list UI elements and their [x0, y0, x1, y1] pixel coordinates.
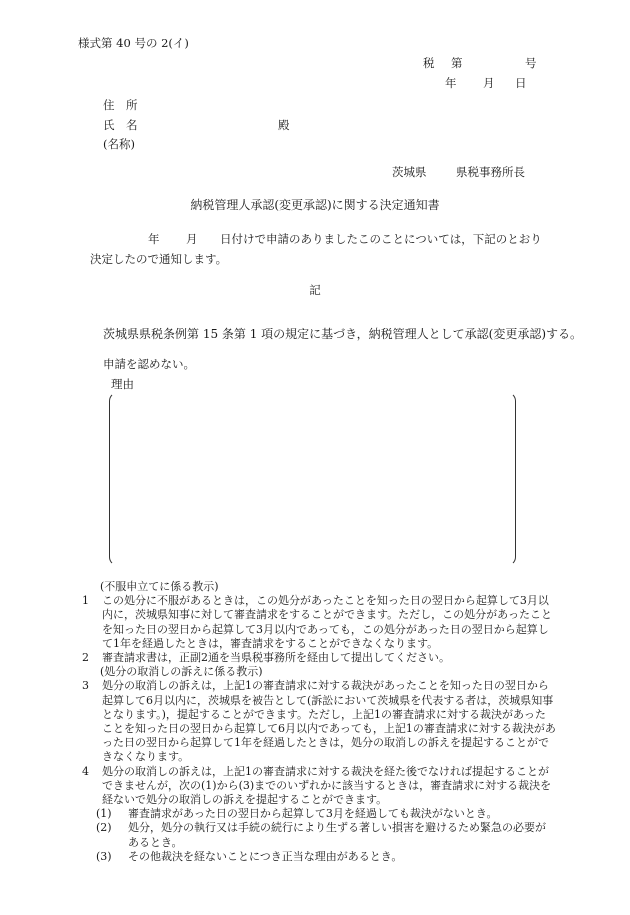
notice-sub-3-number: (3) — [96, 849, 112, 863]
intro-line-1 — [148, 232, 542, 247]
document-date — [445, 76, 527, 91]
notice-item-2-text: 審査請求書は，正副2通を当県税事務所を経由して提出してください。 — [102, 651, 450, 665]
document-title: 納税管理人承認(変更承認)に関する決定通知書 — [190, 198, 440, 212]
notices — [82, 580, 556, 864]
objection-heading: (不服申立てに係る教示) — [100, 580, 219, 593]
address-label: 住 所 — [103, 98, 138, 112]
date-day: 日 — [515, 76, 527, 90]
name-label: 氏 名 — [103, 118, 138, 132]
notice-item-4-text: 処分の取消しの訴えは，上記1の審査請求に対する裁決を経た後でなければ提起することができませんが，次の(1)から(3)までのいずれかに該当するときは，審査請求に対する裁決を経ないで処分の取消しの訴えを提起することができます。 — [102, 764, 552, 807]
form-number: 様式第 40 号の 2(イ) — [78, 36, 189, 50]
sender — [392, 165, 525, 180]
notice-item-3 — [82, 679, 556, 764]
notice-item-1-number: 1 — [82, 594, 89, 608]
approve-text: 茨城県県税条例第 15 条第 1 項の規定に基づき，納税管理人として承認(変更承認)する。 — [103, 327, 583, 341]
sender-office: 県税事務所長 — [456, 165, 525, 179]
document-number-zei: 税 — [423, 56, 435, 70]
notice-sub-2 — [86, 821, 556, 849]
revocation-heading: (処分の取消しの訴えに係る教示) — [100, 665, 263, 679]
sender-prefecture: 茨城県 — [392, 165, 427, 179]
notice-item-1-text: この処分に不服があるときは，この処分があったことを知った日の翌日から起算して3月以内に，茨城県知事に対して審査請求をすることができます。ただし，この処分があったことを知った日の翌日から起算して3月以内であっても，この処分があった日の翌日から起算して1年を経過したときは，審査請求をすることができなくなります。 — [102, 594, 553, 650]
intro-line-2: 決定したので通知します。 — [90, 252, 228, 266]
notice-item-2-number: 2 — [82, 651, 89, 665]
notice-sub-1-text: 審査請求があった日の翌日から起算して3月を経過しても裁決がないとき。 — [128, 807, 498, 821]
address-row — [103, 98, 145, 113]
honorific: 殿 — [278, 118, 290, 132]
name-row — [103, 118, 145, 133]
reason-label: 理由 — [111, 377, 134, 391]
notice-item-3-text: 処分の取消しの訴えは，上記1の審査請求に対する裁決があったことを知った日の翌日から起算して6月以内に，茨城県を被告として(訴訟において茨城県を代表する者は，茨城県知事となります。)，提起することができます。ただし，上記1の審査請求に対する裁決があったことを知った日の翌日から起算して6月以内であっても，上記1の審査請求に対する裁決があった日の翌日から起算して1年を経過したときは，処分の取消しの訴えを提起することができなくなります。 — [102, 679, 556, 764]
reason-bracket-left — [109, 392, 118, 566]
date-month: 月 — [483, 76, 495, 90]
intro-rest: 日付けで申請のありましたこのことについては，下記のとおり — [220, 232, 542, 246]
deny-text: 申請を認めない。 — [103, 357, 195, 371]
notice-item-2 — [82, 651, 556, 665]
notice-sub-2-text: 処分，処分の執行又は手続の続行により生ずる著しい損害を避けるため緊急の必要があるとき。 — [128, 821, 546, 849]
corp-name-row — [103, 137, 145, 152]
corp-name-label: (名称) — [103, 137, 135, 151]
intro-month: 月 — [186, 232, 198, 246]
document-number — [423, 56, 537, 71]
notice-item-1 — [82, 594, 556, 651]
notice-sub-3 — [86, 850, 556, 864]
ki-heading: 記 — [309, 283, 321, 297]
notice-item-4 — [82, 764, 556, 808]
notice-sub-3-text: その他裁決を経ないことにつき正当な理由があるとき。 — [128, 849, 403, 863]
date-year: 年 — [445, 76, 457, 90]
notice-sub-1 — [86, 807, 556, 821]
document-number-gou: 号 — [525, 56, 537, 70]
reason-bracket-right — [507, 392, 516, 566]
intro-year: 年 — [148, 232, 160, 246]
notice-sub-2-number: (2) — [96, 821, 112, 835]
notice-item-4-number: 4 — [82, 764, 89, 778]
notice-item-3-number: 3 — [82, 679, 89, 693]
document-number-dai: 第 — [451, 56, 463, 70]
notice-sub-1-number: (1) — [96, 807, 112, 821]
